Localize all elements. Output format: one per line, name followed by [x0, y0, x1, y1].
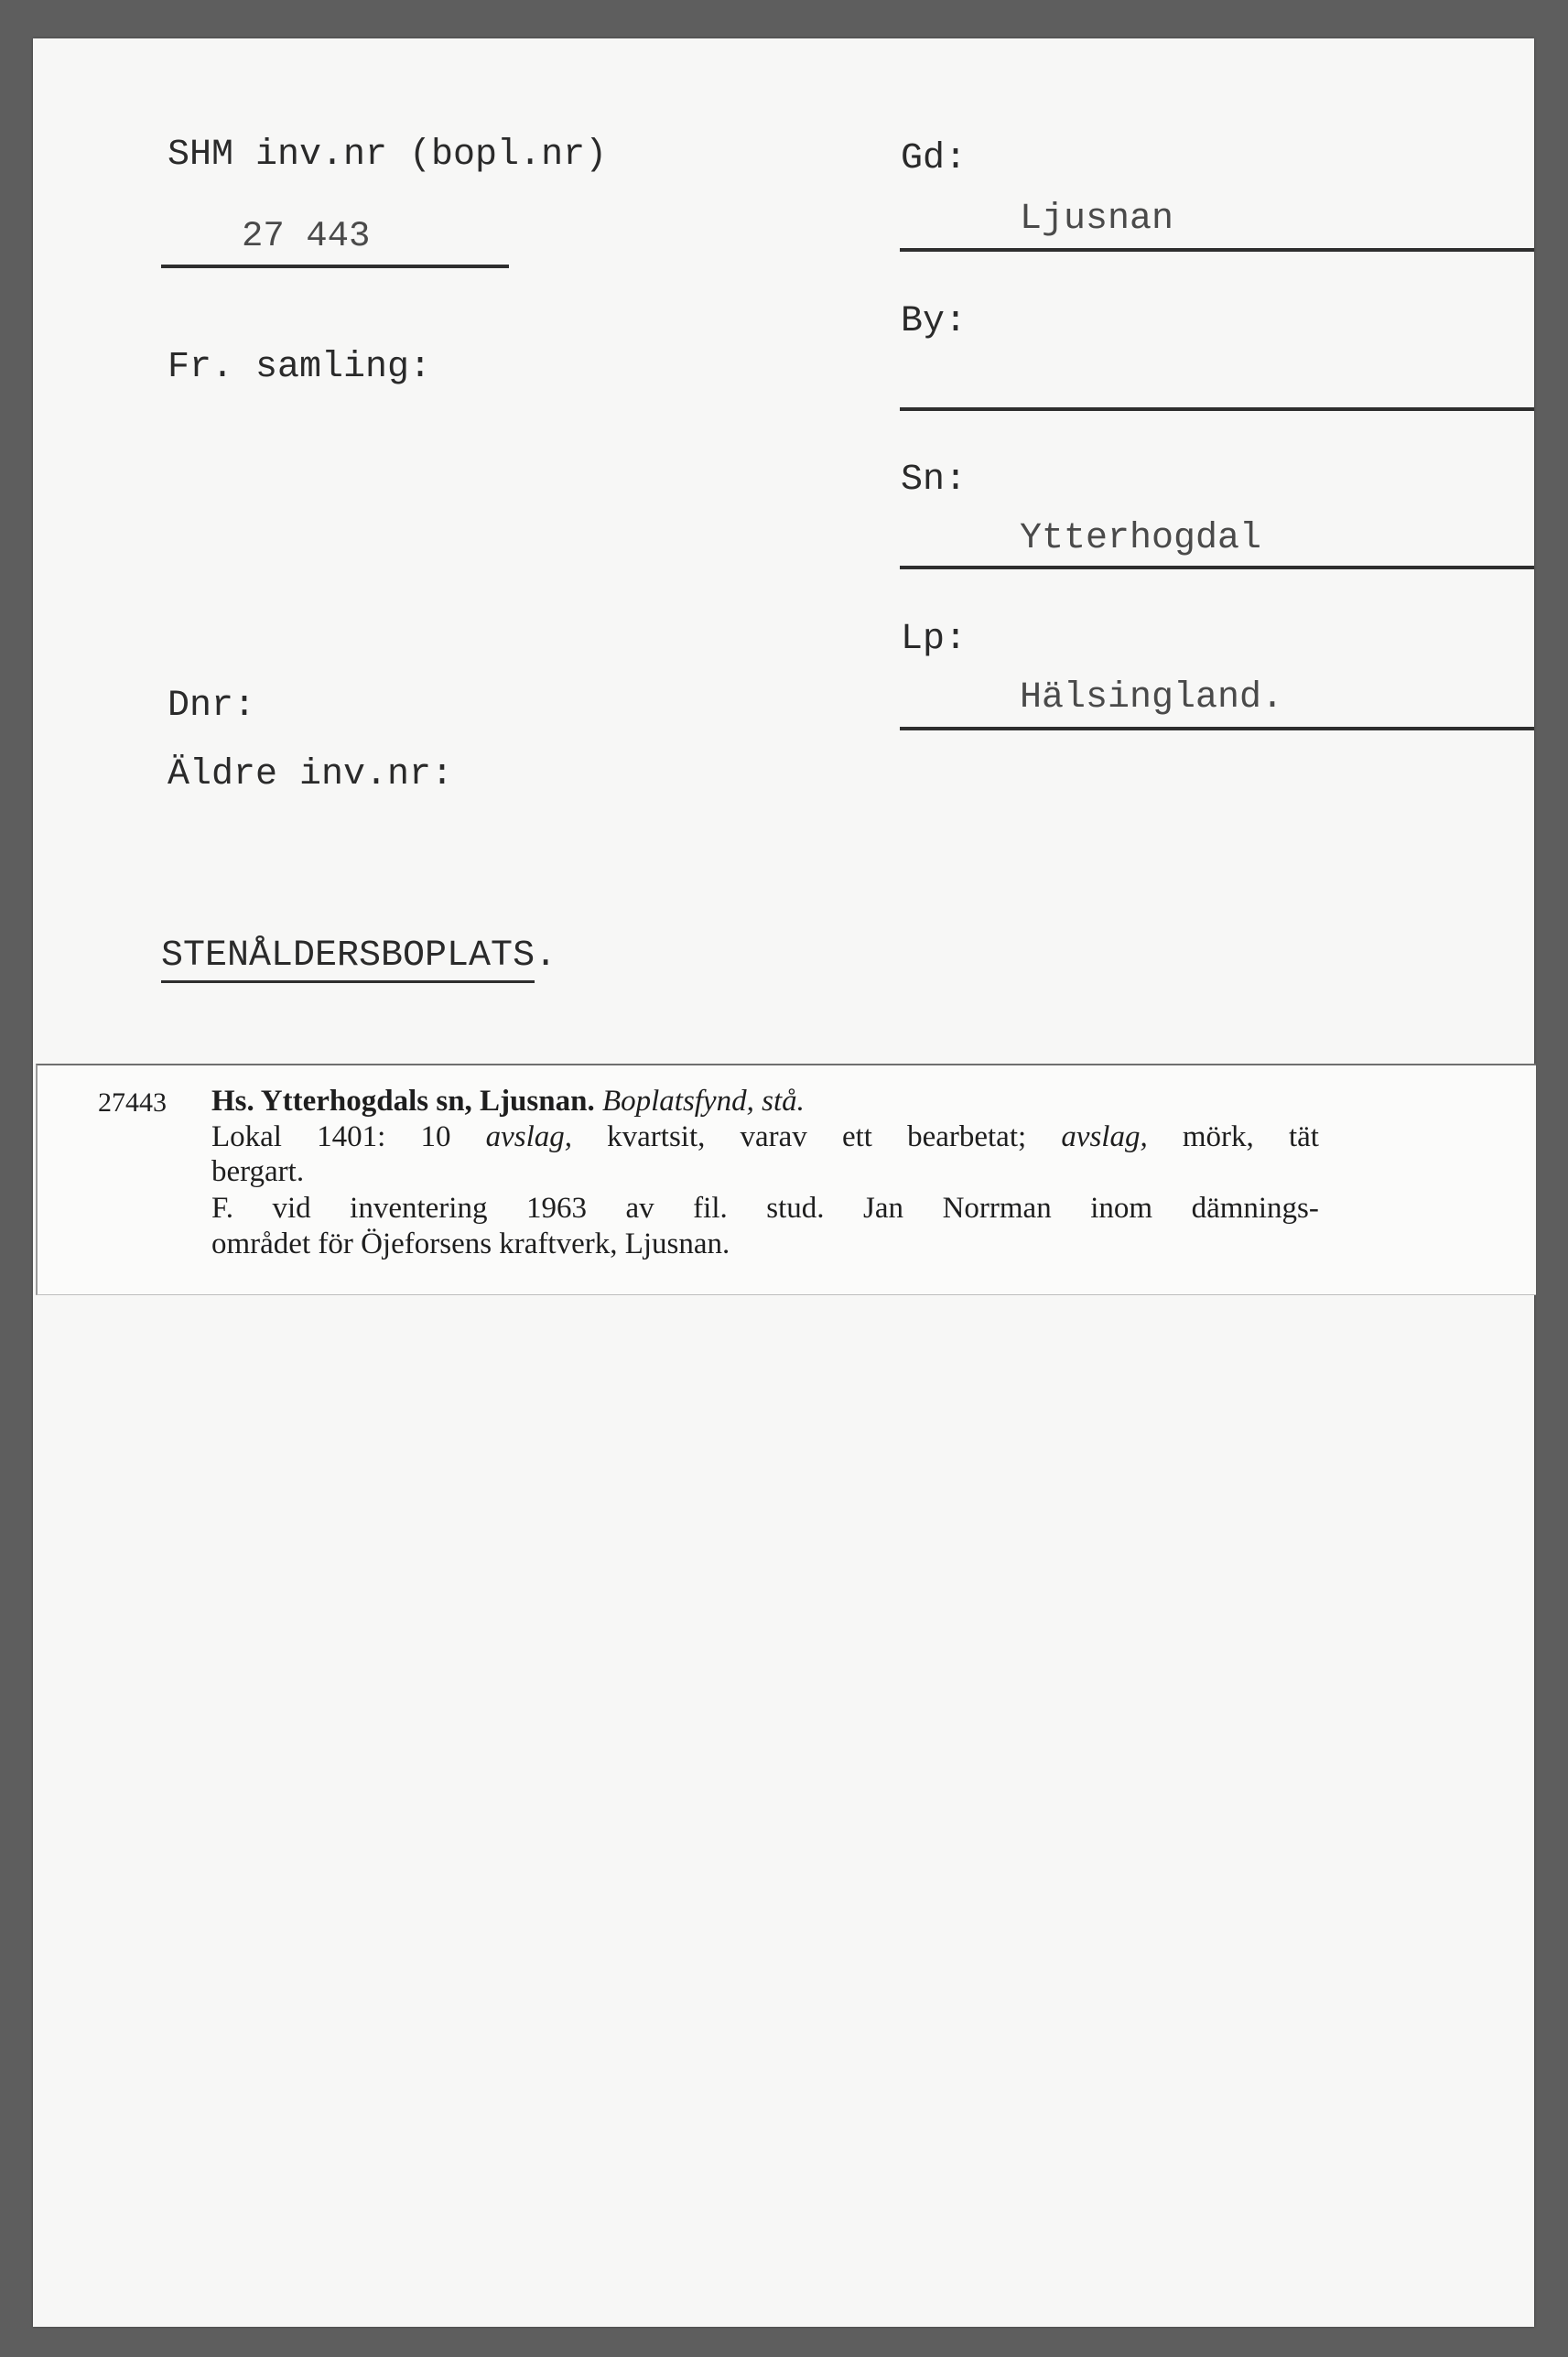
by-label: By: [901, 301, 968, 342]
aldre-inv-nr-label: Äldre inv.nr: [168, 754, 454, 795]
slip-word: mörk, [1182, 1120, 1254, 1153]
slip-word: tät [1288, 1120, 1319, 1153]
category-heading [161, 935, 557, 977]
slip-line-1 [211, 1122, 1319, 1152]
slip-word: avslag, [1061, 1120, 1148, 1153]
slip-heading-type: Boplatsfynd, stå. [601, 1085, 805, 1118]
slip-word: avslag, [485, 1120, 572, 1153]
sn-value: Ytterhogdal [1020, 518, 1262, 559]
sn-rule [900, 566, 1534, 569]
gd-label: Gd: [901, 138, 968, 179]
slip-word: 10 [420, 1120, 451, 1153]
slip-line-4: området för Öjeforsens kraftverk, Ljusnan. [211, 1227, 730, 1260]
slip-word: av [625, 1192, 654, 1225]
slip-heading-place: Hs. Ytterhogdals sn, Ljusnan. [211, 1085, 595, 1118]
slip-word: stud. [766, 1192, 825, 1225]
slip-word: Lokal [211, 1120, 282, 1153]
gd-rule [900, 248, 1534, 252]
by-rule [900, 407, 1534, 411]
inv-nr-value: 27 443 [242, 216, 371, 256]
slip-word: fil. [693, 1192, 728, 1225]
slip-word: inventering [350, 1192, 488, 1225]
slip-line-2: bergart. [211, 1155, 305, 1188]
catalog-card [33, 38, 1534, 2327]
slip-word: bearbetat; [907, 1120, 1027, 1153]
gd-value: Ljusnan [1020, 199, 1174, 240]
slip-word: dämnings- [1191, 1192, 1319, 1225]
slip-number: 27443 [98, 1087, 167, 1118]
slip-word: ett [841, 1120, 872, 1153]
slip-heading [211, 1087, 805, 1117]
category-dot: . [535, 935, 557, 977]
inv-nr-rule [161, 265, 509, 268]
slip-word: Norrman [942, 1192, 1052, 1225]
slip-word: vid [272, 1192, 311, 1225]
slip-word: 1401: [317, 1120, 386, 1153]
printed-catalog-slip [36, 1064, 1536, 1295]
lp-label: Lp: [901, 619, 968, 660]
slip-word: kvartsit, [607, 1120, 706, 1153]
dnr-label: Dnr: [168, 686, 256, 727]
inv-nr-label: SHM inv.nr (bopl.nr) [168, 135, 608, 176]
lp-rule [900, 727, 1534, 730]
slip-word: varav [740, 1120, 807, 1153]
slip-word: F. [211, 1192, 233, 1225]
slip-word: 1963 [525, 1192, 587, 1225]
slip-word: inom [1090, 1192, 1153, 1225]
slip-word: Jan [863, 1192, 904, 1225]
lp-value: Hälsingland. [1020, 677, 1284, 719]
category-text: STENÅLDERSBOPLATS [161, 935, 535, 983]
slip-line-3 [211, 1194, 1319, 1224]
fr-samling-label: Fr. samling: [168, 347, 432, 388]
sn-label: Sn: [901, 460, 968, 501]
